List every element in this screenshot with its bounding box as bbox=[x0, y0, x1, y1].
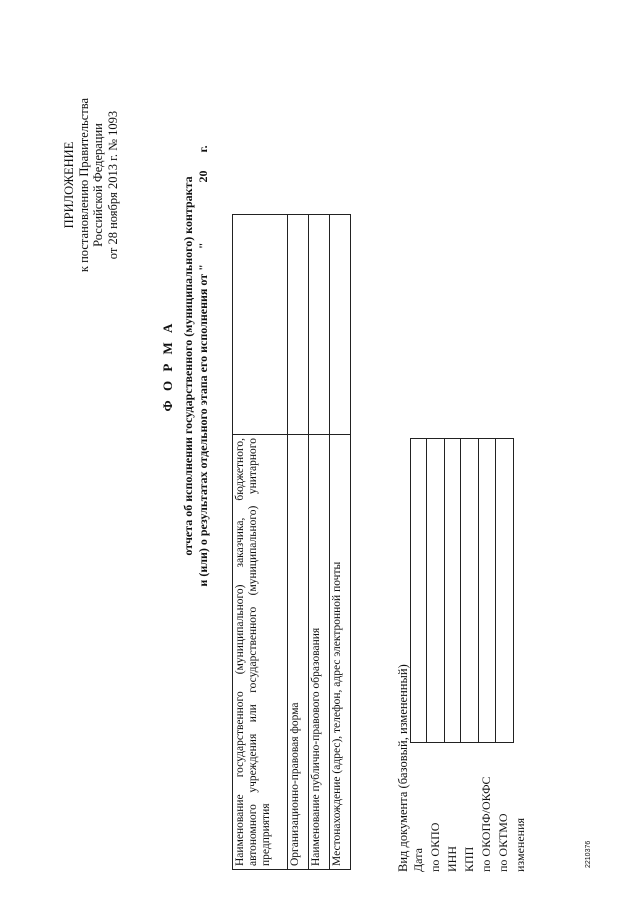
row-location-label: Местонахождение (адрес), телефон, адрес электронной почты bbox=[330, 435, 351, 870]
code-cell-oktmo[interactable] bbox=[496, 439, 514, 743]
form-title-line-2: и (или) о результатах отдельного этапа его исполнения от " " 20 г. bbox=[196, 145, 210, 587]
table-row bbox=[479, 439, 496, 743]
annex-line-3: Российской Федерации bbox=[91, 123, 105, 247]
table-row bbox=[309, 215, 330, 870]
table-row bbox=[411, 439, 427, 743]
table-row bbox=[496, 439, 514, 743]
code-cell-kpp[interactable] bbox=[461, 439, 479, 743]
code-label-okpo: по ОКПО bbox=[428, 822, 442, 872]
code-cell-okpo[interactable] bbox=[427, 439, 445, 743]
codes-table bbox=[410, 438, 514, 743]
code-label-kpp: КПП bbox=[462, 846, 476, 872]
form-title-line-1: отчета об исполнении государственного (муниципального) контракта bbox=[181, 176, 195, 556]
table-row bbox=[233, 215, 288, 870]
row-legal-form-label: Организационно-правовая форма bbox=[288, 435, 309, 870]
form-title-block bbox=[160, 46, 211, 686]
annex-line-4: от 28 ноября 2013 г. № 1093 bbox=[105, 110, 120, 260]
code-label-change: изменения bbox=[513, 817, 527, 872]
code-cell-date[interactable] bbox=[411, 439, 427, 743]
row-customer-label: Наименование государственного (муниципального) заказчика, бюджетного, автономного учреждения или государственного (муниципального) унитарного предприятия bbox=[233, 435, 288, 870]
annex-block bbox=[62, 55, 120, 315]
doc-type-label: Вид документа (базовый, измененный) bbox=[396, 664, 410, 872]
table-row bbox=[445, 439, 461, 743]
codes-labels bbox=[410, 732, 529, 872]
table-row bbox=[461, 439, 479, 743]
table-row bbox=[427, 439, 445, 743]
row-entity-label: Наименование публично-правового образования bbox=[309, 435, 330, 870]
annex-title: ПРИЛОЖЕНИЕ bbox=[62, 141, 76, 229]
table-row bbox=[288, 215, 309, 870]
row-customer-value[interactable] bbox=[233, 215, 288, 435]
row-entity-value[interactable] bbox=[309, 215, 330, 435]
table-row bbox=[330, 215, 351, 870]
code-label-date: Дата bbox=[411, 848, 425, 872]
row-location-value[interactable] bbox=[330, 215, 351, 435]
code-label-okopf: по ОКОПФ/ОКФС bbox=[479, 776, 493, 872]
code-label-oktmo: по ОКТМО bbox=[496, 813, 510, 872]
main-table bbox=[232, 214, 351, 870]
main-table-wrapper bbox=[232, 215, 351, 870]
form-word: Ф О Р М А bbox=[160, 320, 175, 412]
annex-line-2: к постановлению Правительства bbox=[76, 97, 91, 273]
code-label-inn: ИНН bbox=[445, 846, 459, 872]
row-legal-form-value[interactable] bbox=[288, 215, 309, 435]
code-cell-okopf[interactable] bbox=[479, 439, 496, 743]
code-cell-inn[interactable] bbox=[445, 439, 461, 743]
codes-table-wrapper bbox=[410, 438, 514, 743]
document-number: 2210376 bbox=[585, 840, 592, 868]
